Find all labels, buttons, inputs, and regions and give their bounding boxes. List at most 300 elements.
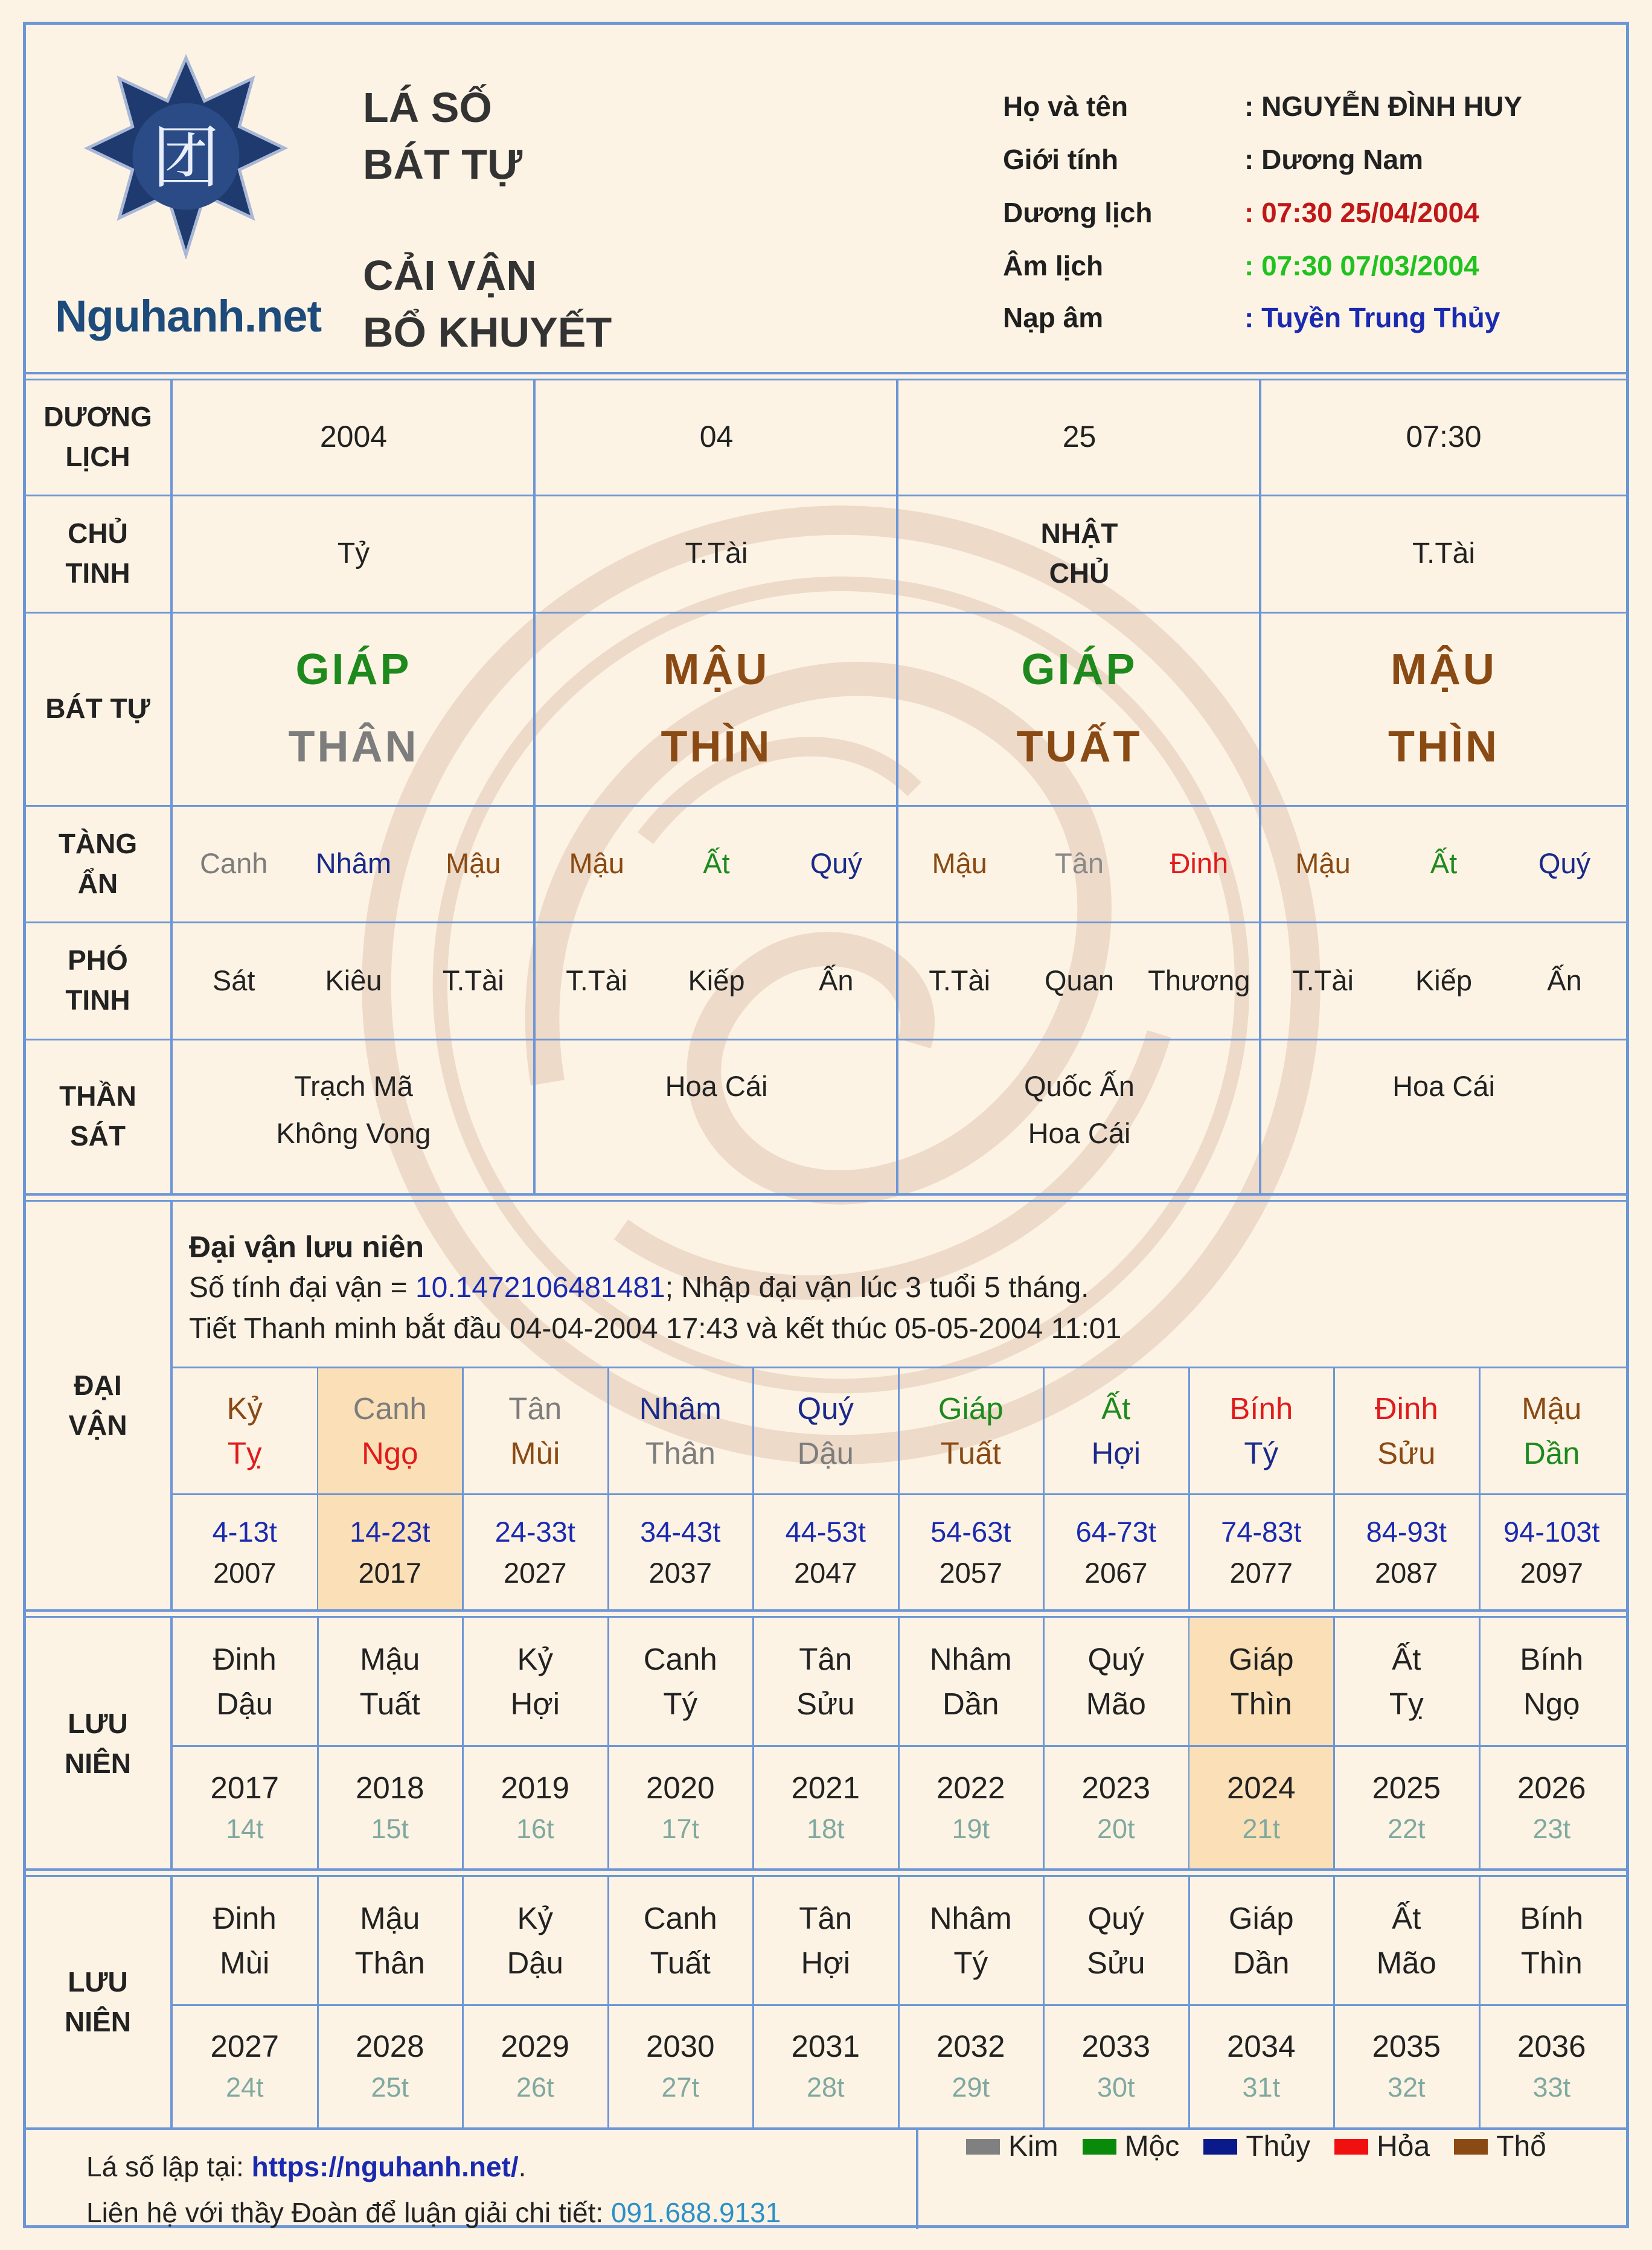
luu-nien-branch: Thìn bbox=[1230, 1687, 1292, 1721]
dai-van-year: 2027 bbox=[503, 1556, 567, 1589]
luu-nien-age: 32t bbox=[1387, 2071, 1426, 2103]
dai-van-solar-term: Tiết Thanh minh bắt đầu 04-04-2004 17:43 và kết thúc 05-05-2004 11:01 bbox=[189, 1313, 1122, 1345]
luu-nien-branch: Tuất bbox=[650, 1946, 711, 1980]
luu-nien-pillar[interactable] bbox=[1044, 1877, 1188, 2004]
luu-nien-pillar[interactable] bbox=[463, 1877, 607, 2004]
luu-nien-pillar[interactable] bbox=[1189, 1618, 1334, 1745]
than-sat-cell bbox=[537, 1063, 896, 1159]
sub-star: T.Tài bbox=[1292, 964, 1354, 996]
luu-nien-stem: Quý bbox=[1087, 1642, 1145, 1676]
luu-nien-year-cell[interactable] bbox=[318, 1747, 463, 1868]
title-line-3: CẢI VẬN bbox=[363, 252, 537, 299]
luu-nien-year: 2026 bbox=[1517, 1770, 1586, 1805]
footer-text: Liên hệ với thầy Đoàn để luận giải chi tiết: bbox=[86, 2197, 611, 2228]
dai-van-stem: Ất bbox=[1101, 1391, 1131, 1426]
pillar-stem: MẬU bbox=[663, 646, 770, 694]
hidden-stem: Quý bbox=[1538, 847, 1591, 879]
dai-van-pillar[interactable] bbox=[609, 1368, 753, 1493]
luu-nien-year: 2025 bbox=[1372, 1770, 1441, 1805]
hidden-stem: Ất bbox=[703, 847, 730, 879]
luu-nien-year: 2030 bbox=[646, 2028, 715, 2063]
dai-van-stem: Tân bbox=[508, 1391, 562, 1426]
dai-van-ages: 14-23t bbox=[350, 1515, 431, 1548]
dai-van-year: 2047 bbox=[793, 1556, 857, 1589]
dai-van-ages: 84-93t bbox=[1366, 1515, 1447, 1548]
luu-nien-branch: Mão bbox=[1086, 1687, 1146, 1721]
footer-line-2 bbox=[86, 2196, 781, 2229]
dai-van-pillar[interactable] bbox=[463, 1368, 607, 1493]
dai-van-ages: 54-63t bbox=[930, 1515, 1011, 1548]
luu-nien-branch: Tỵ bbox=[1389, 1687, 1424, 1721]
info-row bbox=[1003, 249, 1607, 286]
pho-tinh-cell bbox=[900, 921, 1259, 1039]
luu-nien-branch: Thìn bbox=[1520, 1946, 1583, 1980]
luu-nien-year-cell[interactable] bbox=[1480, 2006, 1624, 2126]
info-row bbox=[1003, 143, 1607, 179]
luu-nien-stem: Tân bbox=[799, 1901, 853, 1935]
row-divider bbox=[26, 1193, 1626, 1196]
luu-nien-branch: Thân bbox=[354, 1946, 425, 1980]
luu-nien-age: 20t bbox=[1097, 1813, 1135, 1844]
row-divider bbox=[26, 1868, 1626, 1871]
luu-nien-age: 18t bbox=[806, 1813, 845, 1844]
luu-nien-year: 2033 bbox=[1081, 2028, 1150, 2063]
chu-tinh-value: T.Tài bbox=[685, 537, 748, 569]
info-row bbox=[1003, 196, 1607, 232]
luu-nien-pillar[interactable] bbox=[899, 1877, 1043, 2004]
luu-nien-age: 23t bbox=[1532, 1813, 1571, 1844]
dai-van-year: 2097 bbox=[1520, 1556, 1584, 1589]
luu-nien-branch: Hợi bbox=[801, 1946, 851, 1980]
luu-nien-pillar[interactable] bbox=[899, 1618, 1043, 1745]
luu-nien-branch: Dậu bbox=[507, 1946, 564, 1980]
pillar-branch: THÌN bbox=[661, 723, 772, 771]
hidden-stem: Đinh bbox=[1170, 847, 1229, 879]
luu-nien-pillar[interactable] bbox=[318, 1877, 463, 2004]
row-divider bbox=[26, 1875, 1626, 1877]
luu-nien-year-cell[interactable] bbox=[1480, 1747, 1624, 1868]
luu-nien-year: 2023 bbox=[1081, 1770, 1150, 1805]
legend-label: Thổ bbox=[1496, 2130, 1546, 2162]
footer-text: Lá số lập tại: bbox=[86, 2151, 252, 2182]
dai-van-branch: Tỵ bbox=[227, 1435, 262, 1470]
luu-nien-year-cell[interactable] bbox=[173, 1747, 317, 1868]
row-label: THẦN SÁT bbox=[59, 1080, 136, 1152]
luu-nien-year: 2027 bbox=[210, 2028, 279, 2063]
luu-nien-age: 17t bbox=[661, 1813, 700, 1844]
luu-nien-year: 2029 bbox=[501, 2028, 569, 2063]
luu-nien-year: 2031 bbox=[791, 2028, 860, 2063]
dai-van-stem: Quý bbox=[797, 1391, 854, 1426]
dai-van-period[interactable] bbox=[1334, 1495, 1479, 1609]
luu-nien-pillar[interactable] bbox=[1334, 1877, 1479, 2004]
sub-star: Thương bbox=[1148, 964, 1250, 996]
hidden-stem: Nhâm bbox=[315, 847, 392, 879]
luu-nien-year-cell[interactable] bbox=[1044, 1747, 1188, 1868]
title-line-2: BÁT TỰ bbox=[363, 141, 523, 188]
than-sat-item: Hoa Cái bbox=[1028, 1117, 1131, 1149]
luu-nien-stem: Giáp bbox=[1228, 1642, 1294, 1676]
title-line-4: BỔ KHUYẾT bbox=[363, 309, 612, 356]
luu-nien-year-cell[interactable] bbox=[318, 2006, 463, 2126]
pillar bbox=[537, 612, 896, 805]
than-sat-item: Không Vong bbox=[276, 1117, 431, 1149]
luu-nien-stem: Mậu bbox=[360, 1901, 420, 1935]
luu-nien-year: 2035 bbox=[1372, 2028, 1441, 2063]
luu-nien-age: 19t bbox=[952, 1813, 990, 1844]
legend-label: Kim bbox=[1008, 2130, 1058, 2162]
tang-an-cell bbox=[537, 805, 896, 921]
chu-tinh-value: NHẬT CHỦ bbox=[1040, 518, 1118, 589]
than-sat-item: Trạch Mã bbox=[294, 1070, 413, 1102]
legend-swatch bbox=[1083, 2139, 1116, 2155]
dai-van-pillar[interactable] bbox=[1044, 1368, 1188, 1493]
info-label: Giới tính bbox=[1003, 144, 1119, 175]
pillar-branch: TUẤT bbox=[1016, 723, 1142, 771]
luu-nien-age: 29t bbox=[952, 2071, 990, 2103]
dai-van-year: 2087 bbox=[1374, 1556, 1438, 1589]
dai-van-branch: Tý bbox=[1244, 1435, 1279, 1470]
luu-nien-age: 24t bbox=[225, 2071, 264, 2103]
dai-van-stem: Bính bbox=[1229, 1391, 1293, 1426]
luu-nien-year-cell[interactable] bbox=[899, 1747, 1043, 1868]
than-sat-cell bbox=[900, 1063, 1259, 1159]
tang-an-cell bbox=[1263, 805, 1625, 921]
sub-star: Ấn bbox=[1547, 964, 1582, 996]
luu-nien-year: 2019 bbox=[501, 1770, 569, 1805]
footer-text: . bbox=[518, 2151, 527, 2182]
luu-nien-year: 2032 bbox=[936, 2028, 1005, 2063]
row-label: DƯƠNG LỊCH bbox=[43, 401, 152, 472]
hidden-stem: Mậu bbox=[932, 847, 987, 879]
luu-nien-age: 31t bbox=[1242, 2071, 1281, 2103]
info-row bbox=[1003, 301, 1607, 338]
dai-van-period[interactable] bbox=[1480, 1495, 1624, 1609]
luu-nien-branch: Sửu bbox=[796, 1687, 855, 1721]
luu-nien-pillar[interactable] bbox=[318, 1618, 463, 1745]
luu-nien-age: 15t bbox=[371, 1813, 409, 1844]
calc-prefix: Số tính đại vận = bbox=[189, 1272, 415, 1304]
pillar bbox=[900, 612, 1259, 805]
luu-nien-year: 2034 bbox=[1227, 2028, 1296, 2063]
dai-van-stem: Nhâm bbox=[639, 1391, 722, 1426]
sub-star: Kiếp bbox=[1415, 964, 1473, 996]
dai-van-ages: 74-83t bbox=[1221, 1515, 1302, 1548]
luu-nien-year: 2021 bbox=[791, 1770, 860, 1805]
luu-nien-stem: Đinh bbox=[213, 1901, 277, 1935]
info-value: : Dương Nam bbox=[1244, 144, 1424, 175]
dai-van-period[interactable] bbox=[899, 1495, 1043, 1609]
hidden-stem: Mậu bbox=[1295, 847, 1351, 879]
luu-nien-year-cell[interactable] bbox=[1044, 2006, 1188, 2126]
luu-nien-stem: Canh bbox=[643, 1901, 717, 1935]
duong-lich-value: 07:30 bbox=[1406, 420, 1482, 454]
tang-an-cell bbox=[174, 805, 533, 921]
luu-nien-stem: Bính bbox=[1520, 1642, 1584, 1676]
element-legend bbox=[966, 2130, 1546, 2163]
dai-van-period[interactable] bbox=[609, 1495, 753, 1609]
info-label: Họ và tên bbox=[1003, 91, 1129, 122]
luu-nien-age: 21t bbox=[1242, 1813, 1281, 1844]
luu-nien-branch: Tuất bbox=[359, 1687, 420, 1721]
chu-tinh-value: Tỷ bbox=[337, 537, 370, 569]
luu-nien-branch: Ngọ bbox=[1523, 1687, 1580, 1721]
star-logo-icon bbox=[83, 54, 289, 259]
dai-van-branch: Sửu bbox=[1377, 1435, 1436, 1470]
luu-nien-year: 2018 bbox=[356, 1770, 424, 1805]
luu-nien-stem: Bính bbox=[1520, 1901, 1584, 1935]
legend-label: Thủy bbox=[1246, 2130, 1311, 2162]
sub-star: Kiếp bbox=[688, 964, 745, 996]
luu-nien-pillar[interactable] bbox=[1189, 1877, 1334, 2004]
dai-van-ages: 94-103t bbox=[1503, 1515, 1600, 1548]
luu-nien-stem: Quý bbox=[1087, 1901, 1145, 1935]
luu-nien-pillar[interactable] bbox=[609, 1618, 753, 1745]
luu-nien-pillar[interactable] bbox=[1044, 1618, 1188, 1745]
pillar-branch: THÌN bbox=[1388, 723, 1499, 771]
column-divider bbox=[1259, 379, 1261, 1193]
luu-nien-year-cell[interactable] bbox=[609, 2006, 753, 2126]
dai-van-year: 2017 bbox=[358, 1556, 422, 1589]
dai-van-branch: Hợi bbox=[1091, 1435, 1141, 1470]
pillar bbox=[1263, 612, 1625, 805]
luu-nien-year-cell[interactable] bbox=[899, 2006, 1043, 2126]
luu-nien-stem: Ất bbox=[1392, 1901, 1421, 1935]
info-row bbox=[1003, 90, 1607, 126]
dai-van-pillar[interactable] bbox=[1189, 1368, 1334, 1493]
dai-van-year: 2007 bbox=[213, 1556, 277, 1589]
dai-van-ages: 24-33t bbox=[495, 1515, 575, 1548]
column-divider bbox=[170, 379, 173, 1193]
sub-star: T.Tài bbox=[566, 964, 628, 996]
sub-star: Ấn bbox=[819, 964, 854, 996]
luu-nien-stem: Đinh bbox=[213, 1642, 277, 1676]
luu-nien-pillar[interactable] bbox=[173, 1618, 317, 1745]
chu-tinh-value: T.Tài bbox=[1412, 537, 1475, 569]
dai-van-stem: Mậu bbox=[1522, 1391, 1582, 1426]
luu-nien-age: 14t bbox=[225, 1813, 264, 1844]
luu-nien-age: 33t bbox=[1532, 2071, 1571, 2103]
row-label: PHÓ TINH bbox=[65, 944, 130, 1016]
row-label: TÀNG ẨN bbox=[58, 827, 138, 899]
calc-number: 10.1472106481481 bbox=[415, 1272, 665, 1304]
duong-lich-value: 25 bbox=[1062, 420, 1097, 454]
row-label: CHỦ TINH bbox=[65, 518, 130, 589]
dai-van-ages: 64-73t bbox=[1075, 1515, 1156, 1548]
than-sat-item: Hoa Cái bbox=[1392, 1070, 1495, 1102]
luu-nien-branch: Dần bbox=[942, 1687, 999, 1721]
dai-van-stem: Đinh bbox=[1374, 1391, 1438, 1426]
luu-nien-year-cell[interactable] bbox=[609, 1747, 753, 1868]
dai-van-period[interactable] bbox=[1044, 1495, 1188, 1609]
dai-van-branch: Dậu bbox=[797, 1435, 854, 1470]
than-sat-cell bbox=[1263, 1063, 1625, 1159]
luu-nien-year-cell[interactable] bbox=[1189, 1747, 1334, 1868]
luu-nien-pillar[interactable] bbox=[1480, 1877, 1624, 2004]
dai-van-pillar[interactable] bbox=[318, 1368, 463, 1493]
dai-van-stem: Kỷ bbox=[226, 1391, 263, 1426]
than-sat-item: Hoa Cái bbox=[665, 1070, 768, 1102]
luu-nien-age: 27t bbox=[661, 2071, 700, 2103]
luu-nien-branch: Hợi bbox=[510, 1687, 560, 1721]
title-line-1: LÁ SỐ bbox=[363, 84, 492, 131]
sub-star: Sát bbox=[212, 964, 255, 996]
row-divider bbox=[26, 1609, 1626, 1612]
pho-tinh-cell bbox=[1263, 921, 1625, 1039]
luu-nien-year: 2028 bbox=[356, 2028, 424, 2063]
luu-nien-branch: Sửu bbox=[1086, 1946, 1145, 1980]
row-label: ĐẠI VẬN bbox=[68, 1370, 127, 1441]
luu-nien-year-cell[interactable] bbox=[754, 1747, 898, 1868]
luu-nien-pillar[interactable] bbox=[463, 1618, 607, 1745]
luu-nien-pillar[interactable] bbox=[173, 1877, 317, 2004]
luu-nien-year-cell[interactable] bbox=[1334, 1747, 1479, 1868]
luu-nien-stem: Giáp bbox=[1228, 1901, 1294, 1935]
pho-tinh-cell bbox=[174, 921, 533, 1039]
header bbox=[26, 25, 1626, 374]
sub-star: Kiêu bbox=[325, 964, 382, 996]
luu-nien-year: 2024 bbox=[1227, 1770, 1296, 1805]
luu-nien-pillar[interactable] bbox=[609, 1877, 753, 2004]
luu-nien-stem: Nhâm bbox=[929, 1642, 1012, 1676]
info-label: Âm lịch bbox=[1003, 250, 1104, 281]
luu-nien-year: 2036 bbox=[1517, 2028, 1586, 2063]
dai-van-title: Đại vận lưu niên bbox=[189, 1230, 424, 1264]
row-divider bbox=[26, 1200, 1626, 1202]
hidden-stem: Tân bbox=[1054, 847, 1104, 879]
luu-nien-stem: Tân bbox=[799, 1642, 853, 1676]
dai-van-pillar[interactable] bbox=[899, 1368, 1043, 1493]
row-label: LƯU NIÊN bbox=[65, 1966, 131, 2037]
dai-van-branch: Ngọ bbox=[361, 1435, 418, 1470]
hidden-stem: Canh bbox=[199, 847, 268, 879]
dai-van-branch: Tuất bbox=[940, 1435, 1001, 1470]
luu-nien-stem: Mậu bbox=[360, 1642, 420, 1676]
dai-van-year: 2037 bbox=[648, 1556, 712, 1589]
dai-van-year: 2057 bbox=[939, 1556, 1003, 1589]
luu-nien-year-cell[interactable] bbox=[463, 1747, 607, 1868]
luu-nien-year: 2020 bbox=[646, 1770, 715, 1805]
pillar-stem: MẬU bbox=[1391, 646, 1497, 694]
duong-lich-value: 2004 bbox=[319, 420, 388, 454]
dai-van-branch: Dần bbox=[1523, 1435, 1580, 1470]
dai-van-pillar[interactable] bbox=[173, 1368, 317, 1493]
luu-nien-pillar[interactable] bbox=[1480, 1618, 1624, 1745]
dai-van-period[interactable] bbox=[318, 1495, 463, 1609]
column-divider bbox=[916, 2127, 918, 2229]
sub-star: T.Tài bbox=[929, 964, 991, 996]
luu-nien-age: 16t bbox=[516, 1813, 554, 1844]
dai-van-period[interactable] bbox=[173, 1495, 317, 1609]
dai-van-pillar[interactable] bbox=[1334, 1368, 1479, 1493]
dai-van-calc bbox=[189, 1271, 1089, 1304]
luu-nien-year: 2017 bbox=[210, 1770, 279, 1805]
pillar-branch: THÂN bbox=[288, 723, 419, 771]
dai-van-ages: 34-43t bbox=[640, 1515, 721, 1548]
dai-van-period[interactable] bbox=[1189, 1495, 1334, 1609]
luu-nien-branch: Dần bbox=[1232, 1946, 1290, 1980]
luu-nien-age: 22t bbox=[1387, 1813, 1426, 1844]
dai-van-period[interactable] bbox=[463, 1495, 607, 1609]
pillar bbox=[174, 612, 533, 805]
luu-nien-year-cell[interactable] bbox=[1334, 2006, 1479, 2126]
footer-line-1 bbox=[86, 2150, 526, 2183]
row-label: LƯU NIÊN bbox=[65, 1708, 131, 1779]
tang-an-cell bbox=[900, 805, 1259, 921]
info-label: Nạp âm bbox=[1003, 302, 1104, 333]
row-divider bbox=[26, 1039, 1626, 1040]
phone-link[interactable]: 091.688.9131 bbox=[610, 2197, 781, 2228]
legend-swatch bbox=[1203, 2139, 1237, 2155]
dai-van-stem: Canh bbox=[353, 1391, 427, 1426]
duong-lich-value: 04 bbox=[699, 420, 734, 454]
sub-star: Quan bbox=[1045, 964, 1114, 996]
luu-nien-stem: Canh bbox=[643, 1642, 717, 1676]
brand-name[interactable]: Nguhanh.net bbox=[55, 291, 322, 341]
legend-swatch bbox=[966, 2139, 1000, 2155]
luu-nien-branch: Dậu bbox=[216, 1687, 274, 1721]
info-value: : Tuyền Trung Thủy bbox=[1244, 302, 1500, 333]
dai-van-stem: Giáp bbox=[938, 1391, 1004, 1426]
legend-swatch bbox=[1334, 2139, 1368, 2155]
pillar-stem: GIÁP bbox=[1021, 646, 1138, 694]
luu-nien-year-cell[interactable] bbox=[463, 2006, 607, 2126]
calc-suffix: ; Nhập đại vận lúc 3 tuổi 5 tháng. bbox=[665, 1272, 1089, 1304]
luu-nien-pillar[interactable] bbox=[754, 1618, 898, 1745]
luu-nien-branch: Tý bbox=[663, 1687, 698, 1721]
row-divider bbox=[26, 1616, 1626, 1618]
legend-swatch bbox=[1454, 2139, 1488, 2155]
luu-nien-stem: Kỷ bbox=[517, 1901, 554, 1935]
dai-van-branch: Thân bbox=[645, 1435, 716, 1470]
hidden-stem: Quý bbox=[810, 847, 862, 879]
dai-van-year: 2077 bbox=[1229, 1556, 1293, 1589]
luu-nien-stem: Kỷ bbox=[517, 1642, 554, 1676]
divider bbox=[26, 372, 1626, 374]
pho-tinh-cell bbox=[537, 921, 896, 1039]
site-link[interactable]: https://nguhanh.net/ bbox=[251, 2151, 519, 2182]
luu-nien-year-cell[interactable] bbox=[173, 2006, 317, 2126]
legend-label: Hỏa bbox=[1377, 2130, 1430, 2162]
column-divider bbox=[533, 379, 536, 1193]
dai-van-pillar[interactable] bbox=[1480, 1368, 1624, 1493]
dai-van-ages: 44-53t bbox=[785, 1515, 866, 1548]
luu-nien-year: 2022 bbox=[936, 1770, 1005, 1805]
legend-label: Mộc bbox=[1124, 2130, 1180, 2162]
luu-nien-age: 26t bbox=[516, 2071, 554, 2103]
luu-nien-pillar[interactable] bbox=[1334, 1618, 1479, 1745]
luu-nien-stem: Ất bbox=[1392, 1642, 1421, 1676]
luu-nien-age: 30t bbox=[1097, 2071, 1135, 2103]
info-value: : 07:30 07/03/2004 bbox=[1244, 250, 1479, 281]
dai-van-year: 2067 bbox=[1084, 1556, 1148, 1589]
logo-glyph: 团 bbox=[152, 118, 220, 197]
info-value: : 07:30 25/04/2004 bbox=[1244, 197, 1479, 228]
hidden-stem: Mậu bbox=[569, 847, 624, 879]
dai-van-period[interactable] bbox=[754, 1495, 898, 1609]
column-divider bbox=[896, 379, 898, 1193]
dai-van-ages: 4-13t bbox=[212, 1515, 277, 1548]
luu-nien-year-cell[interactable] bbox=[754, 2006, 898, 2126]
info-value: : NGUYỄN ĐÌNH HUY bbox=[1244, 91, 1523, 122]
pillar-stem: GIÁP bbox=[295, 646, 412, 694]
sub-star: T.Tài bbox=[442, 964, 504, 996]
luu-nien-year-cell[interactable] bbox=[1189, 2006, 1334, 2126]
dai-van-pillar[interactable] bbox=[754, 1368, 898, 1493]
hidden-stem: Ất bbox=[1430, 847, 1458, 879]
than-sat-item: Quốc Ấn bbox=[1024, 1070, 1135, 1102]
luu-nien-pillar[interactable] bbox=[754, 1877, 898, 2004]
